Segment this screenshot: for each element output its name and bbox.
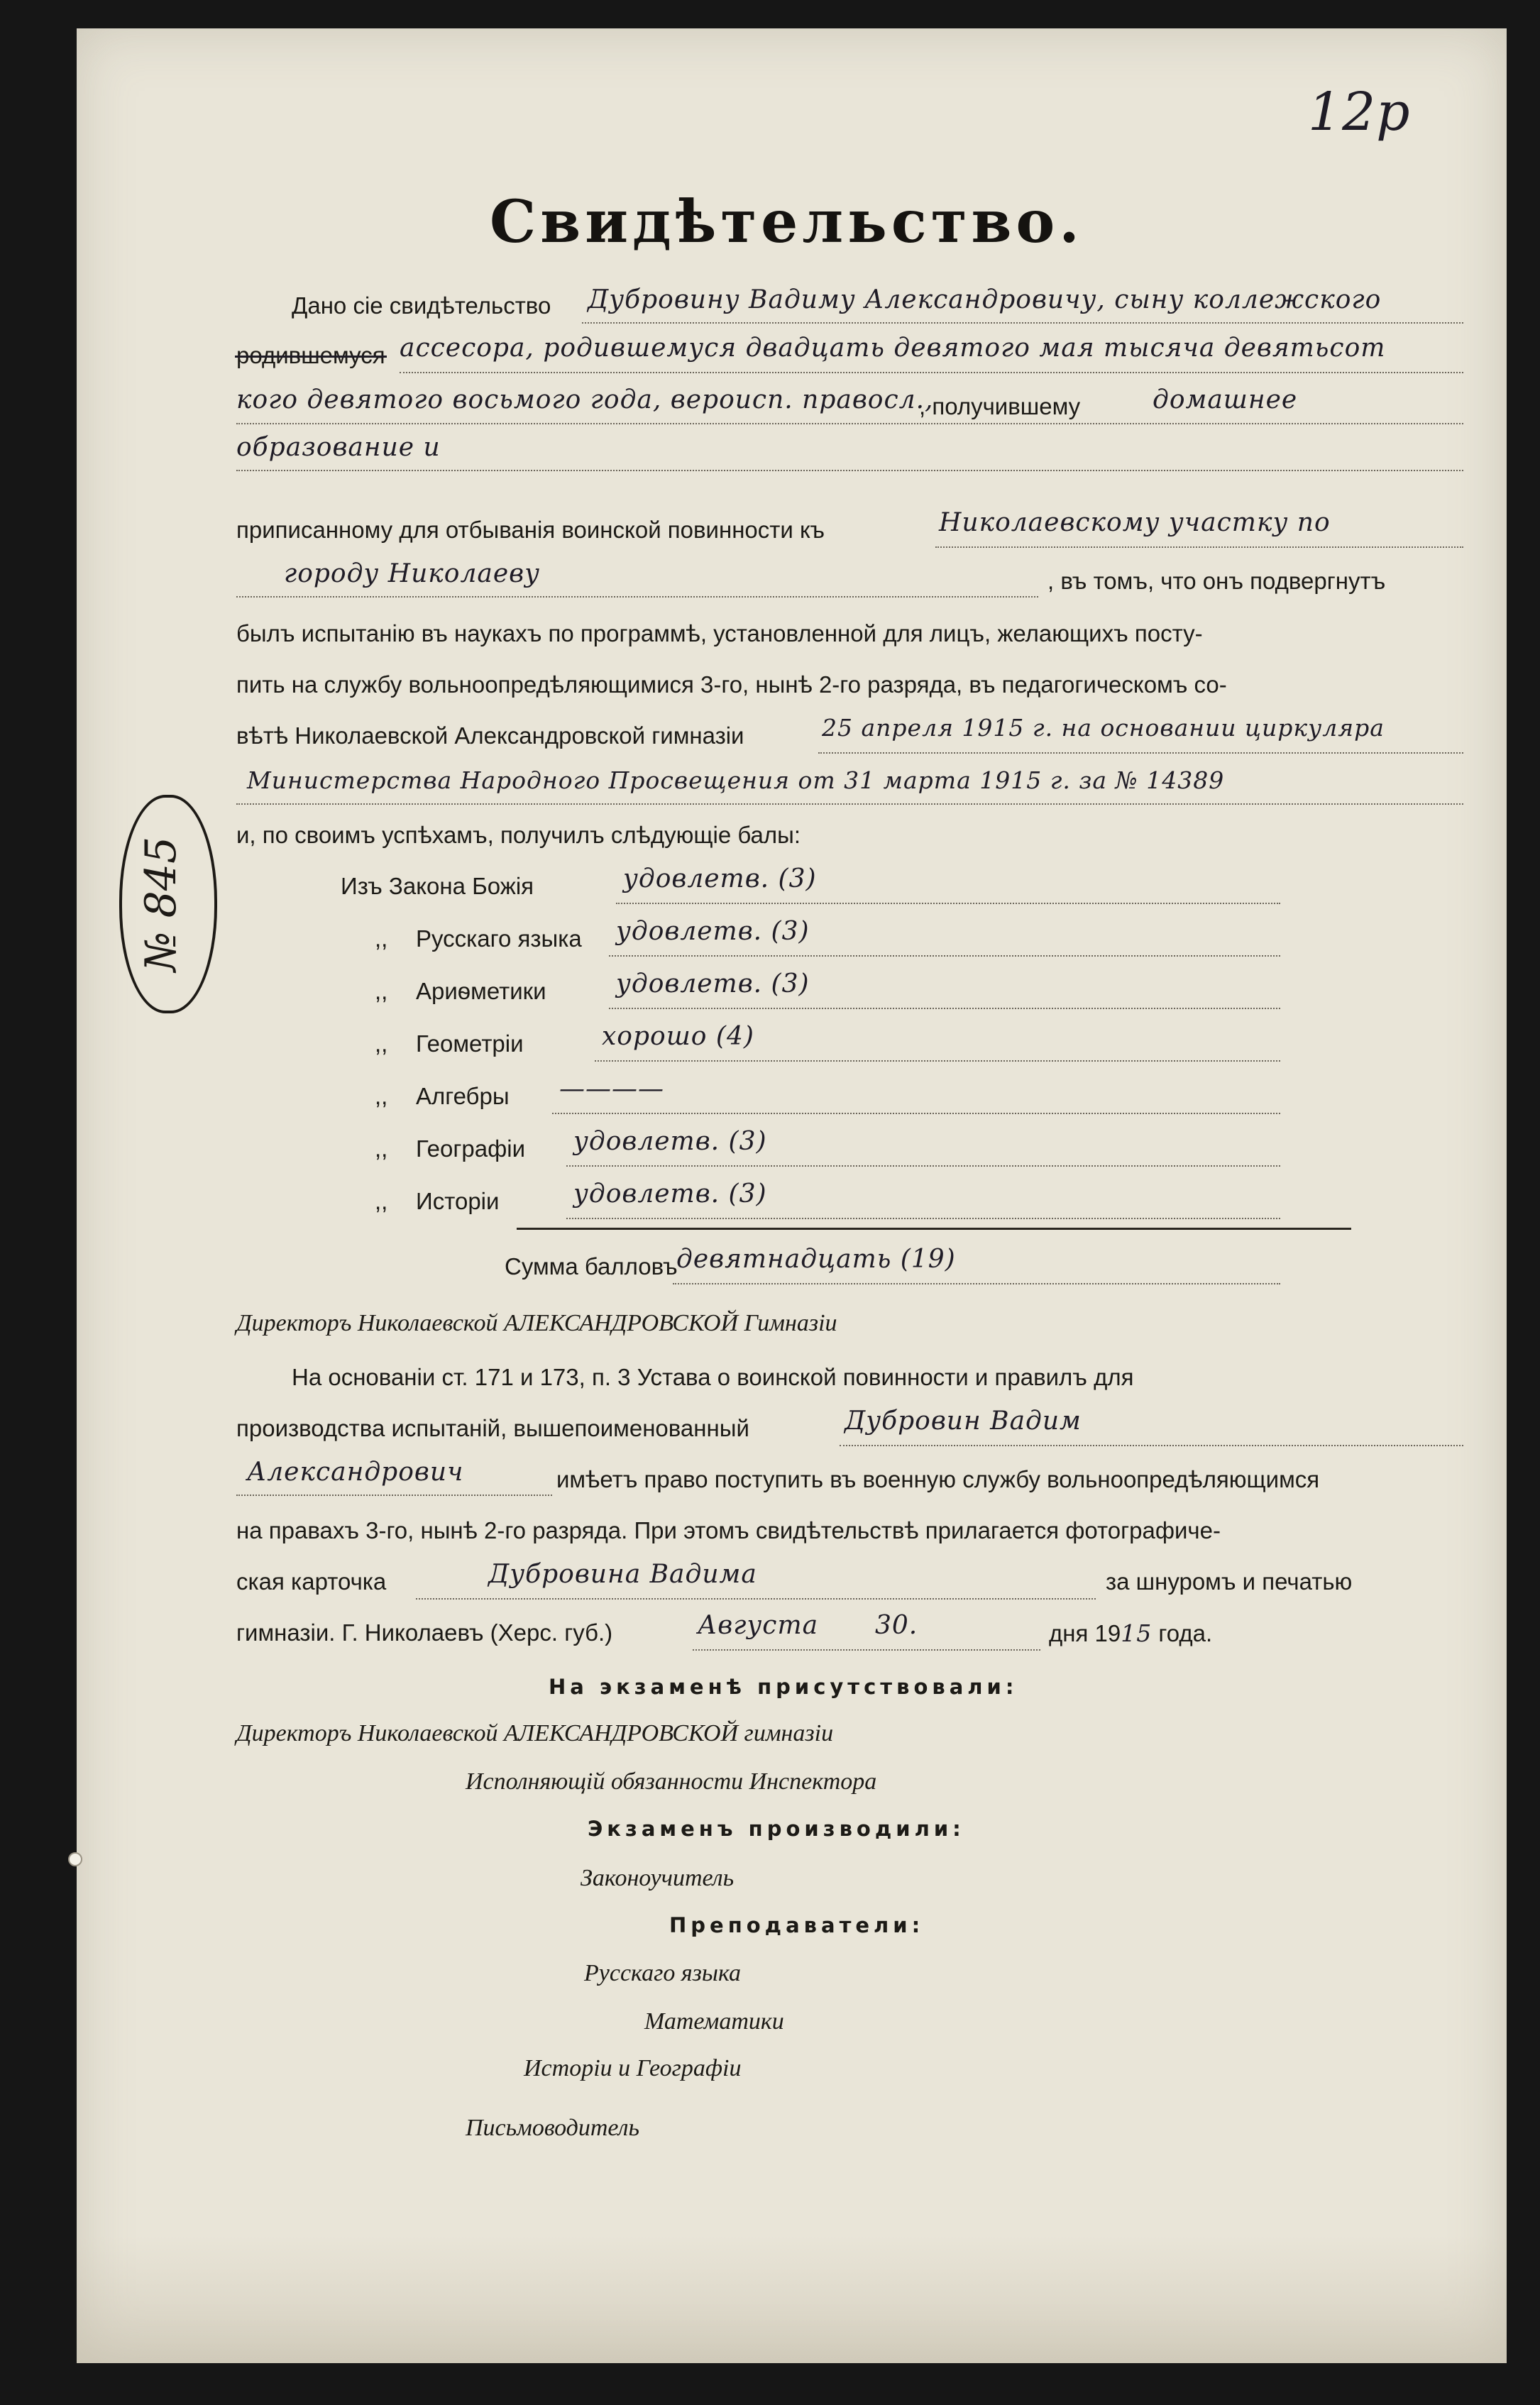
exam-conducted-heading: Экзаменъ производили: — [588, 1817, 965, 1841]
body-line-2: пить на службу вольноопредѣляющимися 3-го, нынѣ 2-го разряда, въ педагогическомъ со- — [236, 671, 1227, 698]
grade-value-2: удовлетв. (3) — [616, 969, 810, 998]
registration-stamp — [119, 795, 217, 1013]
fill-line — [840, 1445, 1463, 1446]
fill-line — [566, 1218, 1280, 1219]
sum-label: Сумма балловъ — [505, 1253, 678, 1279]
fill-line — [818, 752, 1463, 754]
fill-line — [935, 546, 1463, 548]
body-line-3: вѣтѣ Николаевской Александровской гимназіи — [236, 722, 744, 749]
given-label: Дано сіе свидѣтельство — [292, 292, 551, 319]
date-handwritten: 25 апреля 1915 г. на основании циркуляра — [822, 714, 1385, 742]
basis-name-handwritten: Дубровин Вадим — [845, 1407, 1082, 1436]
grade-value-1: удовлетв. (3) — [616, 917, 810, 946]
document-title: Свидѣтельство. — [490, 188, 1084, 256]
grade-value-5: удовлетв. (3) — [573, 1127, 767, 1156]
grade-subject-6: Исторіи — [416, 1188, 500, 1214]
basis-line-3: имѣетъ право поступить въ военную службу вольноопредѣляющимся — [556, 1466, 1320, 1492]
stamp-number: № 845 — [136, 836, 187, 972]
grade-value-0: удовлетв. (3) — [623, 864, 817, 893]
month-handwritten: Августа — [698, 1611, 819, 1640]
sum-value: девятнадцать (19) — [676, 1245, 956, 1274]
basis-line-5b: за шнуромъ и печатью — [1106, 1568, 1353, 1595]
birth-handwritten: ассесора, родившемуся двадцать девятого мая тысяча девятьсот — [400, 334, 1386, 363]
fill-line — [400, 372, 1463, 373]
basis-line-4: на правахъ 3-го, нынѣ 2-го разряда. При этомъ свидѣтельствѣ прилагается фотографиче- — [236, 1517, 1221, 1543]
fill-line — [609, 1008, 1280, 1009]
teachers-heading: Преподаватели: — [669, 1913, 925, 1937]
grade-ditto-2: ,, — [375, 978, 388, 1004]
grade-ditto-6: ,, — [375, 1188, 388, 1214]
teacher-russian: Русскаго языка — [584, 1960, 742, 1986]
year-handwritten: 15 — [1121, 1619, 1153, 1647]
assigned-label: приписанному для отбыванія воинской повинности къ — [236, 517, 825, 543]
district-handwritten: Николаевскому участку по — [939, 508, 1331, 537]
binding-hole — [68, 1852, 82, 1866]
education-handwritten: домашнее — [1153, 385, 1298, 414]
fill-line — [693, 1649, 1040, 1651]
grade-subject-2: Ариѳметики — [416, 978, 546, 1004]
assigned-tail: , въ томъ, что онъ подвергнутъ — [1047, 568, 1386, 594]
fill-line — [595, 1060, 1280, 1062]
grade-subject-0: Изъ Закона Божія — [341, 873, 534, 899]
education-handwritten-2: образование и — [236, 433, 441, 462]
student-name-handwritten: Дубровину Вадиму Александровичу, сыну коллежского — [588, 285, 1382, 314]
grade-value-6: удовлетв. (3) — [573, 1179, 767, 1209]
fill-line — [616, 903, 1280, 904]
fill-line — [236, 423, 1463, 424]
grade-value-4: ———— — [559, 1074, 664, 1104]
basis-patronymic-handwritten: Александрович — [247, 1458, 464, 1487]
body-line-1: былъ испытанію въ наукахъ по программѣ, установленной для лицъ, желающихъ посту- — [236, 620, 1203, 646]
director-present: Директоръ Николаевской АЛЕКСАНДРОВСКОЙ гимназіи — [236, 1720, 834, 1746]
certificate-sheet — [77, 28, 1507, 2363]
grade-subject-5: Географіи — [416, 1135, 526, 1162]
fill-line — [609, 955, 1280, 957]
grade-ditto-4: ,, — [375, 1083, 388, 1109]
fill-line — [236, 1495, 552, 1496]
ministry-handwritten: Министерства Народного Просвещения от 31 марта 1915 г. за № 14389 — [247, 766, 1225, 794]
basis-line-6a: гимназіи. Г. Николаевъ (Херс. губ.) — [236, 1619, 613, 1646]
sum-rule — [517, 1228, 1351, 1230]
fill-line — [552, 1113, 1280, 1114]
grade-subject-3: Геометріи — [416, 1030, 524, 1057]
birth-year-handwritten: кого девятого восьмого года, вероисп. правосл., — [236, 385, 934, 414]
fill-line — [582, 322, 1463, 324]
grade-subject-4: Алгебры — [416, 1083, 510, 1109]
grade-ditto-5: ,, — [375, 1135, 388, 1162]
basis-line-5a: ская карточка — [236, 1568, 387, 1595]
fill-line — [566, 1165, 1280, 1167]
born-label-struck: родившемуся — [236, 342, 385, 368]
fill-line — [236, 803, 1463, 805]
fill-line — [236, 596, 1038, 598]
fill-line — [236, 470, 1463, 471]
inspector-present: Исполняющій обязанности Инспектора — [466, 1768, 877, 1795]
grade-ditto-1: ,, — [375, 925, 388, 952]
law-teacher: Законоучитель — [581, 1865, 735, 1891]
clerk: Письмоводитель — [466, 2115, 639, 2141]
page-number: 12р — [1308, 82, 1411, 143]
grade-ditto-3: ,, — [375, 1030, 388, 1057]
fill-line — [673, 1283, 1280, 1284]
basis-line-2: производства испытаній, вышепоименованный — [236, 1415, 749, 1441]
basis-line-6b: дня 1915 года. — [1049, 1619, 1213, 1647]
teacher-math: Математики — [644, 2008, 784, 2035]
fill-line — [416, 1598, 1096, 1600]
basis-line-1: На основаніи ст. 171 и 173, п. 3 Устава о воинской повинности и правилъ для — [292, 1364, 1134, 1390]
grade-subject-1: Русскаго языка — [416, 925, 582, 952]
photo-name-handwritten: Дубровина Вадима — [488, 1560, 757, 1589]
exam-present-heading: На экзаменѣ присутствовали: — [549, 1675, 1018, 1699]
day-handwritten: 30. — [875, 1611, 918, 1640]
teacher-history-geography: Исторіи и Географіи — [524, 2055, 742, 2081]
received-label: , получившему — [919, 393, 1081, 419]
body-line-4: и, по своимъ успѣхамъ, получилъ слѣдующіе балы: — [236, 822, 801, 848]
director-signature-line: Директоръ Николаевской АЛЕКСАНДРОВСКОЙ Гимназіи — [236, 1310, 837, 1336]
grade-value-3: хорошо (4) — [602, 1022, 754, 1051]
paper-edge-shading — [77, 2235, 1507, 2363]
city-handwritten: городу Николаеву — [284, 559, 541, 588]
